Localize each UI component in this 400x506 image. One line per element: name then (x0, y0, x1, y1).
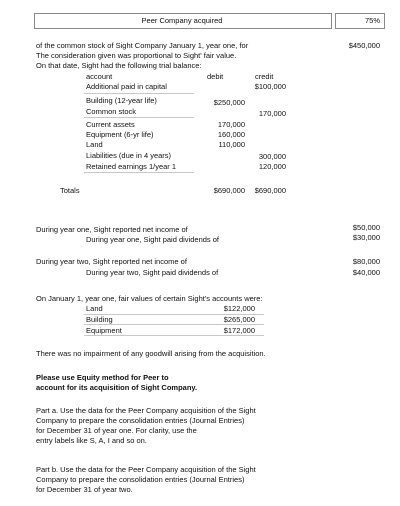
tb-header-account: account (86, 72, 113, 81)
intro-line-1: of the common stock of Sight Company January 1, year one, for (36, 41, 249, 50)
part-b-line-1: Part b. Use the data for the Peer Company acquisition of the Sight (36, 465, 256, 474)
intro-line-3: On that date, Sight had the following trial balance: (36, 61, 202, 70)
tb-header-debit: debit (207, 72, 224, 81)
intro-line-2: The consideration given was proportional to Sight' fair value. (36, 51, 237, 60)
tb-row-account: Building (12-year life) (86, 96, 157, 105)
year-one-income-value: $50,000 (352, 223, 380, 232)
tb-totals-debit: $690,000 (213, 186, 245, 195)
year-two-dividends-value: $40,000 (352, 268, 380, 277)
method-note-line-2: account for its acquisition of Sight Company. (36, 383, 198, 392)
part-a-line-3: for December 31 of year one. For clarity, use the (36, 426, 197, 435)
tb-row-credit: 170,000 (258, 109, 286, 118)
fv-row-line (84, 324, 264, 325)
tb-row-account: Current assets (86, 120, 135, 129)
tb-row-account: Common stock (86, 107, 137, 116)
year-two-income-value: $80,000 (352, 257, 380, 266)
year-two-dividends-label: During year two, Sight paid dividends of (86, 268, 219, 277)
fv-row-account: Equipment (86, 326, 122, 335)
part-a-line-1: Part a. Use the data for the Peer Company acquisition of the Sight (36, 406, 256, 415)
tb-row-line (84, 172, 194, 173)
fv-row-line (84, 335, 264, 336)
page-title: Peer Company acquired (141, 16, 223, 25)
year-one-income-label: During year one, Sight reported net income of (36, 225, 188, 234)
tb-row-debit: 160,000 (217, 130, 245, 139)
year-two-income-label: During year two, Sight reported net income of (36, 257, 187, 266)
tb-row-debit: $250,000 (213, 98, 245, 107)
percent-value: 75% (364, 16, 380, 25)
fv-row-account: Land (86, 304, 103, 313)
tb-row-line (84, 117, 194, 118)
part-b-line-3: for December 31 of year two. (36, 485, 133, 494)
part-a-line-4: entry labels like S, A, I and so on. (36, 436, 147, 445)
tb-row-credit: 120,000 (258, 162, 286, 171)
fv-row-value: $265,000 (223, 315, 255, 324)
tb-row-account: Equipment (6-yr life) (86, 130, 154, 139)
tb-row-debit: 170,000 (217, 120, 245, 129)
tb-row-account: Additional paid in capital (86, 82, 167, 91)
tb-row-account: Land (86, 140, 103, 149)
tb-row-credit: 300,000 (258, 152, 286, 161)
tb-row-account: Liabilities (due in 4 years) (86, 151, 172, 160)
consideration-amount: $450,000 (348, 41, 380, 50)
fv-row-value: $122,000 (223, 304, 255, 313)
method-note-line-1: Please use Equity method for Peer to (36, 373, 169, 382)
year-one-dividends-label: During year one, Sight paid dividends of (86, 235, 220, 244)
fair-values-heading: On January 1, year one, fair values of certain Sight's accounts were: (36, 294, 263, 303)
tb-row-credit: $100,000 (254, 82, 286, 91)
tb-row-account: Retained earnings 1/year 1 (86, 162, 177, 171)
fv-row-value: $172,000 (223, 326, 255, 335)
fv-row-account: Building (86, 315, 113, 324)
tb-totals-credit: $690,000 (254, 186, 286, 195)
tb-header-credit: credit (255, 72, 274, 81)
tb-totals-label: Totals (60, 186, 80, 195)
tb-row-debit: 110,000 (218, 140, 245, 149)
impairment-note: There was no impairment of any goodwill arising from the acquisition. (36, 349, 266, 358)
year-one-dividends-value: $30,000 (352, 233, 380, 242)
part-b-line-2: Company to prepare the consolidation entries (Journal Entries) (36, 475, 245, 484)
part-a-line-2: Company to prepare the consolidation entries (Journal Entries) (36, 416, 245, 425)
tb-row-line (84, 93, 194, 94)
